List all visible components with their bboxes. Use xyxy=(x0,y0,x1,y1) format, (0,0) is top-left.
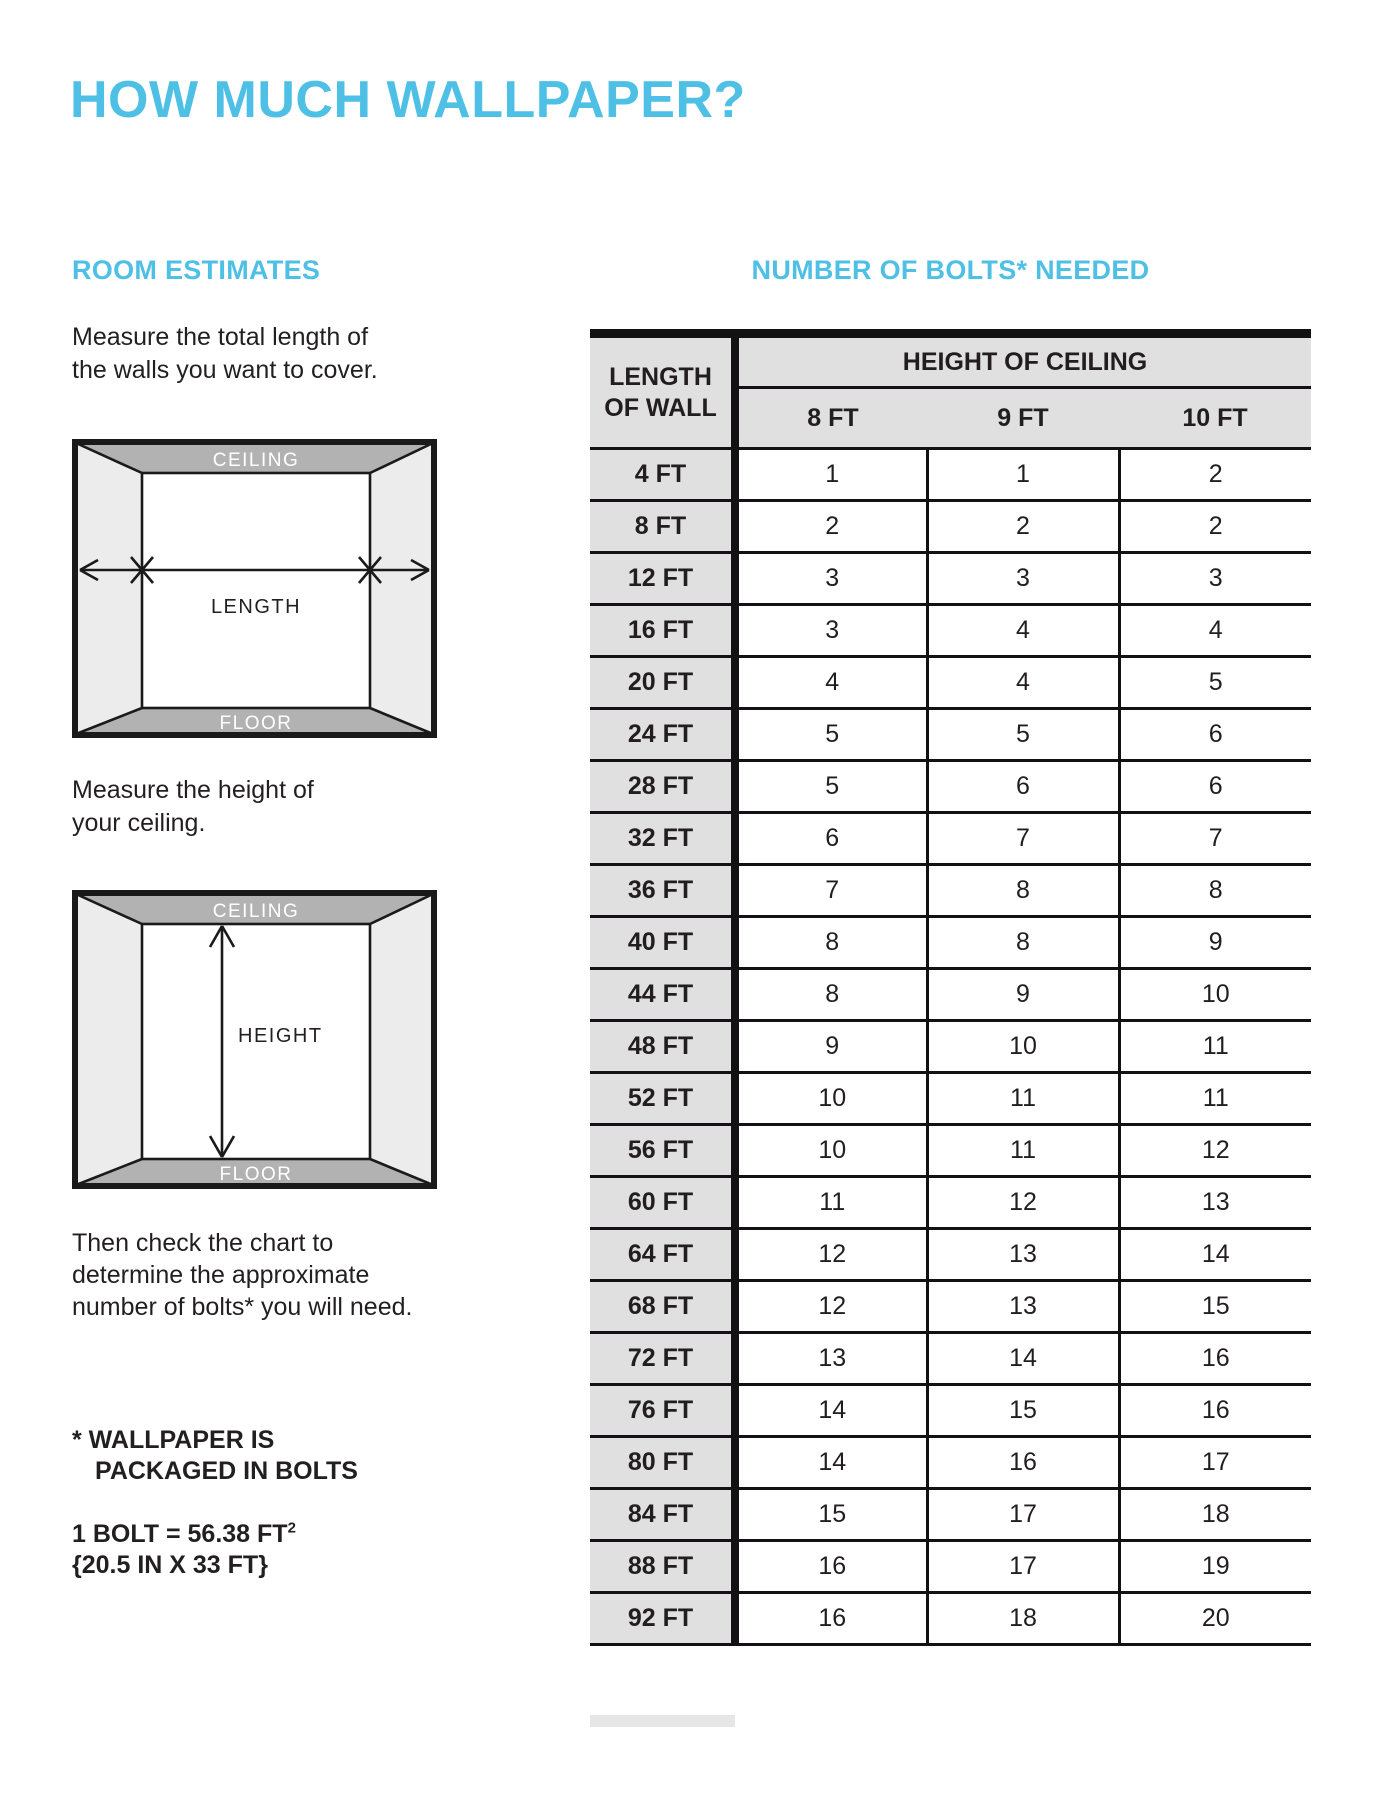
bolt-count-cell: 5 xyxy=(927,709,1119,761)
bolt-count-cell: 16 xyxy=(927,1437,1119,1489)
wall-length-label: 4 FT xyxy=(590,449,735,501)
length-of-wall-header xyxy=(590,334,735,449)
instruction-measure-length xyxy=(72,321,378,387)
bolt-count-cell: 14 xyxy=(927,1333,1119,1385)
instruction-line: number of bolts* you will need. xyxy=(72,1293,413,1321)
bolt-count-cell: 2 xyxy=(927,501,1119,553)
bolt-count-cell: 4 xyxy=(735,657,927,709)
right-wall-surface xyxy=(370,894,433,1185)
bolts-needed-heading: NUMBER OF BOLTS* NEEDED xyxy=(751,255,1150,285)
wall-length-label: 20 FT xyxy=(590,657,735,709)
bolt-count-cell: 20 xyxy=(1119,1593,1311,1645)
instruction-line: determine the approximate xyxy=(72,1261,370,1289)
bolt-equation-text: 1 BOLT = 56.38 FT xyxy=(72,1520,288,1548)
wall-length-label: 84 FT xyxy=(590,1489,735,1541)
bolt-count-cell: 18 xyxy=(927,1593,1119,1645)
bolt-count-cell: 11 xyxy=(1119,1073,1311,1125)
bolt-size-info xyxy=(72,1519,296,1581)
bolt-count-cell: 14 xyxy=(735,1385,927,1437)
bolt-count-cell: 2 xyxy=(1119,449,1311,501)
length-of-wall-line: OF WALL xyxy=(604,393,717,422)
table-row xyxy=(590,605,1311,657)
bolt-count-cell: 4 xyxy=(927,605,1119,657)
wall-length-label: 56 FT xyxy=(590,1125,735,1177)
instruction-measure-height xyxy=(72,774,314,840)
floor-label: FLOOR xyxy=(219,713,293,734)
back-wall-surface xyxy=(142,473,370,708)
bolt-count-cell: 3 xyxy=(735,553,927,605)
bolt-count-cell: 3 xyxy=(927,553,1119,605)
table-row xyxy=(590,1177,1311,1229)
table-row xyxy=(590,761,1311,813)
bolt-count-cell: 2 xyxy=(1119,501,1311,553)
bolt-count-cell: 10 xyxy=(1119,969,1311,1021)
table-row xyxy=(590,1437,1311,1489)
instruction-line: your ceiling. xyxy=(72,809,206,837)
table-header-row-group xyxy=(590,334,1311,388)
bolt-count-cell: 13 xyxy=(1119,1177,1311,1229)
bolt-count-cell: 8 xyxy=(927,917,1119,969)
bolt-count-cell: 13 xyxy=(927,1229,1119,1281)
bolt-count-cell: 12 xyxy=(735,1229,927,1281)
bolt-count-cell: 8 xyxy=(735,917,927,969)
bolt-count-cell: 12 xyxy=(1119,1125,1311,1177)
table-row xyxy=(590,1073,1311,1125)
wallpaper-bolts-footnote xyxy=(72,1425,358,1487)
table-row xyxy=(590,657,1311,709)
bolt-count-cell: 9 xyxy=(927,969,1119,1021)
table-row xyxy=(590,969,1311,1021)
height-label: HEIGHT xyxy=(238,1025,323,1047)
bolt-count-cell: 16 xyxy=(1119,1333,1311,1385)
bolt-count-cell: 7 xyxy=(735,865,927,917)
table-row xyxy=(590,1385,1311,1437)
wall-length-label: 8 FT xyxy=(590,501,735,553)
bolt-count-cell: 12 xyxy=(735,1281,927,1333)
wall-length-label: 32 FT xyxy=(590,813,735,865)
table-row xyxy=(590,501,1311,553)
bolts-table-body xyxy=(590,449,1311,1645)
wall-length-label: 16 FT xyxy=(590,605,735,657)
bolt-count-cell: 6 xyxy=(927,761,1119,813)
room-height-diagram xyxy=(72,890,437,1189)
table-row xyxy=(590,865,1311,917)
bolt-count-cell: 8 xyxy=(927,865,1119,917)
wall-length-label: 28 FT xyxy=(590,761,735,813)
floor-label: FLOOR xyxy=(219,1164,293,1185)
bolt-count-cell: 16 xyxy=(735,1593,927,1645)
table-row xyxy=(590,1281,1311,1333)
wall-length-label: 12 FT xyxy=(590,553,735,605)
bolt-count-cell: 12 xyxy=(927,1177,1119,1229)
length-of-wall-line: LENGTH xyxy=(609,362,712,391)
wall-length-label: 64 FT xyxy=(590,1229,735,1281)
bolt-equation-sup: 2 xyxy=(287,1519,296,1537)
bolt-count-cell: 6 xyxy=(1119,761,1311,813)
height-of-ceiling-header: HEIGHT OF CEILING xyxy=(735,334,1311,388)
wall-length-label: 52 FT xyxy=(590,1073,735,1125)
table-row xyxy=(590,813,1311,865)
col-header-9ft: 9 FT xyxy=(927,388,1119,449)
bolt-count-cell: 7 xyxy=(1119,813,1311,865)
length-label: LENGTH xyxy=(210,596,302,618)
col-header-8ft: 8 FT xyxy=(735,388,927,449)
right-wall-surface xyxy=(370,443,433,734)
wall-length-label: 72 FT xyxy=(590,1333,735,1385)
left-wall-surface xyxy=(76,894,142,1185)
wall-length-label: 40 FT xyxy=(590,917,735,969)
bolt-count-cell: 9 xyxy=(1119,917,1311,969)
bolt-count-cell: 17 xyxy=(1119,1437,1311,1489)
wall-length-label: 68 FT xyxy=(590,1281,735,1333)
bolt-count-cell: 2 xyxy=(735,501,927,553)
instruction-line: Measure the total length of xyxy=(72,323,369,351)
table-row xyxy=(590,1593,1311,1645)
wall-length-label: 48 FT xyxy=(590,1021,735,1073)
table-row xyxy=(590,1125,1311,1177)
room-length-diagram xyxy=(72,439,437,738)
col-header-10ft: 10 FT xyxy=(1119,388,1311,449)
wall-length-label: 44 FT xyxy=(590,969,735,1021)
bolt-count-cell: 16 xyxy=(1119,1385,1311,1437)
bolt-count-cell: 10 xyxy=(927,1021,1119,1073)
bolt-count-cell: 6 xyxy=(1119,709,1311,761)
bolt-count-cell: 5 xyxy=(735,761,927,813)
bolt-count-cell: 1 xyxy=(735,449,927,501)
table-row xyxy=(590,709,1311,761)
bolt-count-cell: 6 xyxy=(735,813,927,865)
table-row xyxy=(590,1541,1311,1593)
table-footer-strip xyxy=(590,1715,735,1727)
bolt-count-cell: 10 xyxy=(735,1125,927,1177)
wall-length-label: 24 FT xyxy=(590,709,735,761)
wall-length-label: 88 FT xyxy=(590,1541,735,1593)
bolt-count-cell: 14 xyxy=(1119,1229,1311,1281)
bolt-count-cell: 15 xyxy=(1119,1281,1311,1333)
bolt-count-cell: 11 xyxy=(1119,1021,1311,1073)
wall-length-label: 80 FT xyxy=(590,1437,735,1489)
bolt-count-cell: 17 xyxy=(927,1489,1119,1541)
bolt-count-cell: 13 xyxy=(927,1281,1119,1333)
bolt-count-cell: 16 xyxy=(735,1541,927,1593)
bolt-count-cell: 18 xyxy=(1119,1489,1311,1541)
table-row xyxy=(590,449,1311,501)
wall-length-label: 60 FT xyxy=(590,1177,735,1229)
table-row xyxy=(590,917,1311,969)
bolt-count-cell: 1 xyxy=(927,449,1119,501)
bolt-count-cell: 8 xyxy=(735,969,927,1021)
wall-length-label: 92 FT xyxy=(590,1593,735,1645)
bolt-count-cell: 15 xyxy=(735,1489,927,1541)
instruction-line: Then check the chart to xyxy=(72,1229,334,1257)
bolt-count-cell: 11 xyxy=(927,1125,1119,1177)
page-title: HOW MUCH WALLPAPER? xyxy=(70,71,746,129)
bolt-count-cell: 4 xyxy=(927,657,1119,709)
bolt-count-cell: 7 xyxy=(927,813,1119,865)
bolt-count-cell: 3 xyxy=(735,605,927,657)
instruction-check-chart xyxy=(72,1227,412,1323)
wall-length-label: 36 FT xyxy=(590,865,735,917)
bolt-count-cell: 19 xyxy=(1119,1541,1311,1593)
bolt-count-cell: 11 xyxy=(735,1177,927,1229)
bolt-dimensions: {20.5 IN X 33 FT} xyxy=(72,1551,268,1579)
bolts-table xyxy=(590,329,1311,1646)
bolt-count-cell: 8 xyxy=(1119,865,1311,917)
bolt-count-cell: 13 xyxy=(735,1333,927,1385)
bolt-count-cell: 9 xyxy=(735,1021,927,1073)
ceiling-label: CEILING xyxy=(212,450,300,471)
left-wall-surface xyxy=(76,443,142,734)
table-row xyxy=(590,1021,1311,1073)
instruction-line: the walls you want to cover. xyxy=(72,356,378,384)
instruction-line: Measure the height of xyxy=(72,776,314,804)
table-row xyxy=(590,1333,1311,1385)
table-row xyxy=(590,553,1311,605)
footnote-line: PACKAGED IN BOLTS xyxy=(95,1457,358,1485)
table-row xyxy=(590,1229,1311,1281)
wall-length-label: 76 FT xyxy=(590,1385,735,1437)
footnote-line: * WALLPAPER IS xyxy=(72,1426,275,1454)
bolt-count-cell: 3 xyxy=(1119,553,1311,605)
bolt-count-cell: 4 xyxy=(1119,605,1311,657)
bolt-count-cell: 15 xyxy=(927,1385,1119,1437)
table-row xyxy=(590,1489,1311,1541)
bolt-count-cell: 11 xyxy=(927,1073,1119,1125)
room-estimates-heading: ROOM ESTIMATES xyxy=(72,255,321,285)
bolt-count-cell: 14 xyxy=(735,1437,927,1489)
ceiling-label: CEILING xyxy=(212,901,300,922)
bolt-count-cell: 17 xyxy=(927,1541,1119,1593)
bolt-count-cell: 10 xyxy=(735,1073,927,1125)
bolt-equation xyxy=(72,1519,296,1550)
bolt-count-cell: 5 xyxy=(735,709,927,761)
bolt-count-cell: 5 xyxy=(1119,657,1311,709)
